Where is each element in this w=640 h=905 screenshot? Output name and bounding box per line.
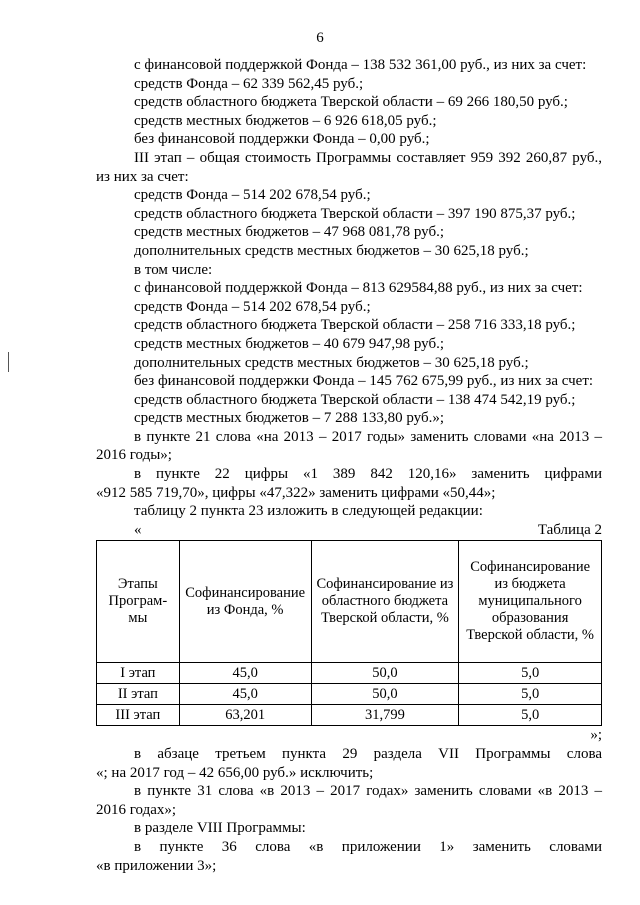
text-line: III этап – общая стоимость Программы составляет 959 392 260,87 руб., <box>134 149 602 166</box>
text-line: «912 585 719,70», цифры «47,322» заменить цифрами «50,44»; <box>96 484 496 501</box>
text-line: средств местных бюджетов – 6 926 618,05 руб.; <box>134 112 437 129</box>
table-header: Этапы Програм-мы <box>97 541 180 663</box>
text-line: в разделе VIII Программы: <box>134 820 306 837</box>
table-cell: 31,799 <box>311 705 459 726</box>
text-line: без финансовой поддержки Фонда – 145 762 675,99 руб., из них за счет: <box>134 373 594 390</box>
text-line: из них за счет: <box>96 168 189 185</box>
funding-table <box>96 540 602 726</box>
text-line: средств Фонда – 514 202 678,54 руб.; <box>134 187 371 204</box>
text-line: таблицу 2 пункта 23 изложить в следующей редакции: <box>134 503 483 520</box>
table-cell: I этап <box>97 663 180 684</box>
text-line: средств областного бюджета Тверской области – 397 190 875,37 руб.; <box>134 205 576 222</box>
text-line: средств местных бюджетов – 47 968 081,78 руб.; <box>134 224 445 241</box>
table-header: Софинансирование из Фонда, % <box>179 541 311 663</box>
text-line: «; на 2017 год – 42 656,00 руб.» исключить; <box>96 764 374 781</box>
text-line: средств Фонда – 62 339 562,45 руб.; <box>134 75 364 92</box>
table-cell: 5,0 <box>459 684 602 705</box>
text-line: средств областного бюджета Тверской области – 69 266 180,50 руб.; <box>134 94 568 111</box>
table-row <box>97 705 602 726</box>
table-row <box>97 663 602 684</box>
table-caption: Таблица 2 <box>537 521 602 538</box>
text-line: средств областного бюджета Тверской области – 258 716 333,18 руб.; <box>134 317 576 334</box>
table-cell: 50,0 <box>311 684 459 705</box>
table-cell: 45,0 <box>179 663 311 684</box>
margin-mark <box>8 352 9 372</box>
table-cell: 5,0 <box>459 705 602 726</box>
text-line: с финансовой поддержкой Фонда – 138 532 361,00 руб., из них за счет: <box>134 57 587 73</box>
table-cell: 45,0 <box>179 684 311 705</box>
table-header: Софинансирование из областного бюджета Тверской области, % <box>311 541 459 663</box>
text-line: в абзаце третьем пункта 29 раздела VII Программы слова <box>134 746 602 763</box>
open-quote: « <box>134 521 142 538</box>
text-line: в том числе: <box>134 261 213 278</box>
text-line: средств областного бюджета Тверской области – 138 474 542,19 руб.; <box>134 391 576 408</box>
table-cell: III этап <box>97 705 180 726</box>
table-caption-row <box>96 521 602 540</box>
table-cell: II этап <box>97 684 180 705</box>
text-line: без финансовой поддержки Фонда – 0,00 руб.; <box>134 131 430 148</box>
table-header-row <box>97 541 602 663</box>
text-line: 2016 годы»; <box>96 447 172 464</box>
text-line: средств местных бюджетов – 40 679 947,98 руб.; <box>134 335 445 352</box>
table-cell: 50,0 <box>311 663 459 684</box>
text-line: дополнительных средств местных бюджетов – 30 625,18 руб.; <box>134 354 529 371</box>
table-cell: 63,201 <box>179 705 311 726</box>
text-line: средств Фонда – 514 202 678,54 руб.; <box>134 298 371 315</box>
text-line: дополнительных средств местных бюджетов – 30 625,18 руб.; <box>134 242 529 259</box>
text-line: средств местных бюджетов – 7 288 133,80 руб.»; <box>134 410 445 427</box>
table-cell: 5,0 <box>459 663 602 684</box>
text-line: в пункте 21 слова «на 2013 – 2017 годы» заменить словами «на 2013 – <box>134 428 602 445</box>
table-row <box>97 684 602 705</box>
text-line: в пункте 36 слова «в приложении 1» заменить словами <box>134 839 602 855</box>
text-line: в пункте 31 слова «в 2013 – 2017 годах» заменить словами «в 2013 – <box>134 783 602 800</box>
page-number: 6 <box>316 30 324 46</box>
table-close-quote: »; <box>590 727 602 744</box>
text-line: 2016 годах»; <box>96 801 177 818</box>
table-header: Софинансирование из бюджета муниципального образования Тверской области, % <box>459 541 602 663</box>
text-line: с финансовой поддержкой Фонда – 813 629584,88 руб., из них за счет: <box>134 280 583 297</box>
document-body <box>96 56 602 875</box>
text-line: в пункте 22 цифры «1 389 842 120,16» заменить цифрами <box>134 466 602 483</box>
text-line: «в приложении 3»; <box>96 857 217 874</box>
